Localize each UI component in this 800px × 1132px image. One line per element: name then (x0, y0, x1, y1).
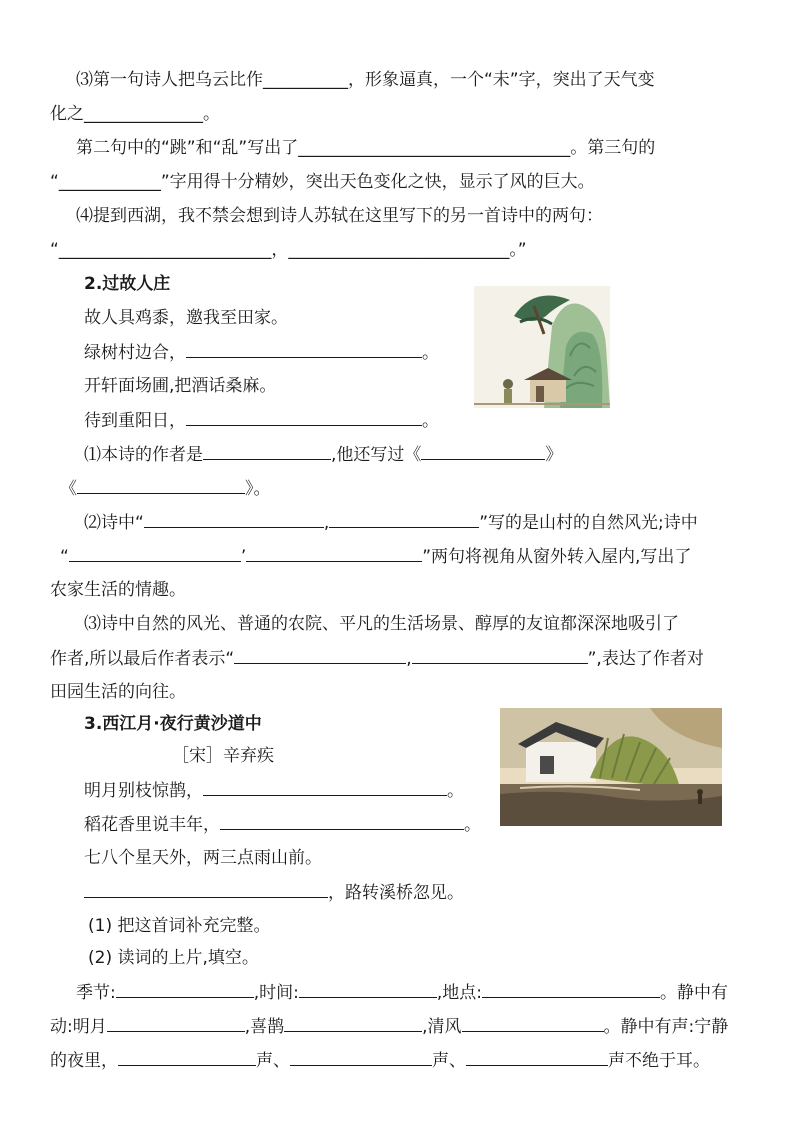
s3-poem2-end: 。 (464, 815, 481, 835)
s2-poem-line1: 故人具鸡黍，邀我至田家。 (84, 308, 288, 328)
s3-q2-text-e: 动:明月 (50, 1017, 107, 1037)
s3-q2-blank-time[interactable] (299, 980, 437, 998)
s2-q3-blank-1[interactable] (234, 646, 406, 664)
s2-q3-text-b: 作者,所以最后作者表示“ (50, 649, 235, 669)
s2-q2-line1 (84, 510, 698, 534)
s1-q3-text-e: ”字用得十分精妙，突出天色变化之快，显示了风的巨大。 (160, 172, 595, 192)
s2-q1-blank-work2[interactable] (77, 476, 245, 494)
s3-q2-text-g: ,清风 (422, 1017, 462, 1037)
s1-q3-text-d-end: 。第三句的 (570, 138, 656, 158)
s1-q4-comma: ， (271, 240, 289, 260)
s2-q1-text-c: 》 (545, 445, 563, 465)
s2-q2-blank-2[interactable] (329, 510, 479, 528)
s3-q2-text-b: ,时间: (253, 983, 299, 1003)
s3-poem1-end: 。 (447, 781, 464, 801)
s3-q2-blank-moon[interactable] (107, 1014, 245, 1032)
s2-q2-line3: 农家生活的情趣。 (50, 580, 186, 600)
s2-q3-text-c: , (406, 649, 412, 669)
s1-q3-line3 (76, 136, 655, 160)
s2-q2-blank-4[interactable] (246, 544, 422, 562)
s3-poem-line4 (84, 880, 464, 904)
s2-q1-text-e: 》。 (245, 479, 271, 499)
s3-q2-line1 (76, 980, 728, 1004)
s2-q3-text-d: ”,表达了作者对 (587, 649, 704, 669)
s3-q2-text-d: 。静中有 (660, 983, 729, 1003)
s2-q1-blank-work1[interactable] (421, 442, 545, 460)
s3-q2-text-a: 季节: (76, 983, 116, 1003)
s1-q3-text-b: ，形象逼真，一个“未”字，突出了天气变 (348, 70, 655, 90)
s1-q3-text-d: 第二句中的“跳”和“乱”写出了 (76, 138, 299, 158)
s1-q3-blank-d[interactable]: ________________________________ (298, 138, 571, 158)
s2-q1-text-b: ,他还写过《 (331, 445, 422, 465)
s3-q2-text-f: ,喜鹊 (244, 1017, 285, 1037)
s2-q3-line3: 田园生活的向往。 (50, 682, 186, 702)
s3-poem4-blank[interactable] (84, 880, 328, 898)
s2-q2-text-f: ”两句将视角从窗外转入屋内,写出了 (422, 547, 692, 567)
s2-q1-line2 (60, 476, 271, 500)
s2-poem4-blank[interactable] (186, 408, 422, 426)
s3-q2: (2) 读词的上片,填空。 (88, 948, 259, 968)
s1-q3-text-a: ⑶第一句诗人把乌云比作 (76, 70, 263, 90)
s1-q4-line2 (50, 238, 527, 262)
s3-q1: (1) 把这首词补充完整。 (88, 916, 271, 936)
s3-q2-text-j: 声、 (256, 1051, 290, 1071)
s3-poem2-blank[interactable] (220, 812, 464, 830)
s2-q2-text-e: ’ (240, 547, 247, 567)
s2-poem-line2 (84, 340, 439, 364)
s3-q2-blank-magpie[interactable] (284, 1014, 422, 1032)
s3-q2-blank-place[interactable] (482, 980, 660, 998)
s3-poem-line3: 七八个星天外，两三点雨山前。 (84, 848, 322, 868)
s2-poem-line3: 开轩面场圃,把酒话桑麻。 (84, 376, 277, 396)
s3-poem1-text: 明月别枝惊鹊， (84, 781, 203, 801)
s3-q2-blank-breeze[interactable] (462, 1014, 604, 1032)
s2-poem2-text: 绿树村边合， (84, 343, 186, 363)
s3-q2-text-k: 声、 (432, 1051, 466, 1071)
s1-q3-blank-a[interactable]: __________ (263, 70, 348, 90)
s1-q3-line1 (76, 68, 655, 92)
s2-poem2-blank[interactable] (186, 340, 422, 358)
s3-poem-line1 (84, 778, 464, 802)
s1-q4-blank-1[interactable]: _________________________ (58, 240, 272, 260)
s2-poem2-end: 。 (422, 343, 439, 363)
s2-poem4-end: 。 (422, 411, 439, 431)
s2-title: 2.过故人庄 (84, 274, 171, 294)
farmhouse-illustration-svg (474, 286, 610, 408)
s1-q4-blank-2[interactable]: __________________________ (288, 240, 510, 260)
s2-q2-blank-3[interactable] (69, 544, 241, 562)
s2-q1-blank-author[interactable] (203, 442, 331, 460)
s2-q3-blank-2[interactable] (412, 646, 588, 664)
s1-q3-text-c: 化之 (50, 104, 84, 124)
countryside-illustration-svg (500, 708, 722, 826)
s1-q3-blank-e[interactable]: ____________ (58, 172, 161, 192)
s1-q3-text-c-end: 。 (203, 104, 220, 124)
s2-q1-text-a: ⑴本诗的作者是 (84, 445, 203, 465)
s1-q3-quote-open: “ (50, 172, 59, 192)
s3-q2-blank-season[interactable] (116, 980, 254, 998)
s2-q2-blank-1[interactable] (144, 510, 324, 528)
s3-q2-line3 (50, 1048, 710, 1072)
s2-q1-line1 (84, 442, 562, 466)
s3-poem1-blank[interactable] (203, 778, 447, 796)
s1-q3-line2 (50, 102, 220, 126)
s3-poem-line2 (84, 812, 481, 836)
s3-poem4-text: ，路转溪桥忽见。 (328, 883, 464, 903)
s1-q3-blank-c[interactable]: ______________ (84, 104, 203, 124)
s3-poem2-text: 稻花香里说丰年， (84, 815, 220, 835)
s1-q4-quote-open: “ (50, 240, 59, 260)
s3-q2-blank-sound3[interactable] (466, 1048, 608, 1066)
countryside-illustration (500, 708, 722, 826)
s3-q2-blank-sound2[interactable] (290, 1048, 432, 1066)
s2-poem4-text: 待到重阳日， (84, 411, 186, 431)
s2-q2-text-b: , (323, 513, 330, 533)
s2-q3-line1: ⑶诗中自然的风光、普通的农院、平凡的生活场景、醇厚的友谊都深深地吸引了 (84, 614, 679, 634)
s1-q4-end: 。” (509, 240, 527, 260)
s2-poem-line4 (84, 408, 439, 432)
s2-q2-text-c: ”写的是山村的自然风光;诗中 (479, 513, 698, 533)
s1-q3-line4 (50, 170, 595, 194)
s3-q2-blank-sound1[interactable] (118, 1048, 256, 1066)
s3-q2-text-c: ,地点: (436, 983, 483, 1003)
s3-title: 3.西江月·夜行黄沙道中 (84, 714, 262, 734)
s2-q2-text-a: ⑵诗中“ (84, 513, 144, 533)
s2-q3-line2 (50, 646, 704, 670)
s3-q2-text-h: 。静中有声:宁静 (603, 1017, 729, 1037)
s3-q2-text-l: 声不绝于耳。 (608, 1051, 710, 1071)
s2-q1-text-d: 《 (60, 479, 77, 499)
s3-author: ［宋］辛弃疾 (172, 746, 274, 766)
s3-q2-line2 (50, 1014, 728, 1038)
s1-q4-line1 (76, 204, 603, 228)
farmhouse-illustration (474, 286, 610, 408)
s1-q4-text-a: ⑷提到西湖，我不禁会想到诗人苏轼在这里写下的另一首诗中的两句： (76, 206, 603, 226)
s3-q2-text-i: 的夜里， (50, 1051, 118, 1071)
s2-q2-line2 (60, 544, 691, 568)
s2-q2-text-d: “ (60, 547, 69, 567)
